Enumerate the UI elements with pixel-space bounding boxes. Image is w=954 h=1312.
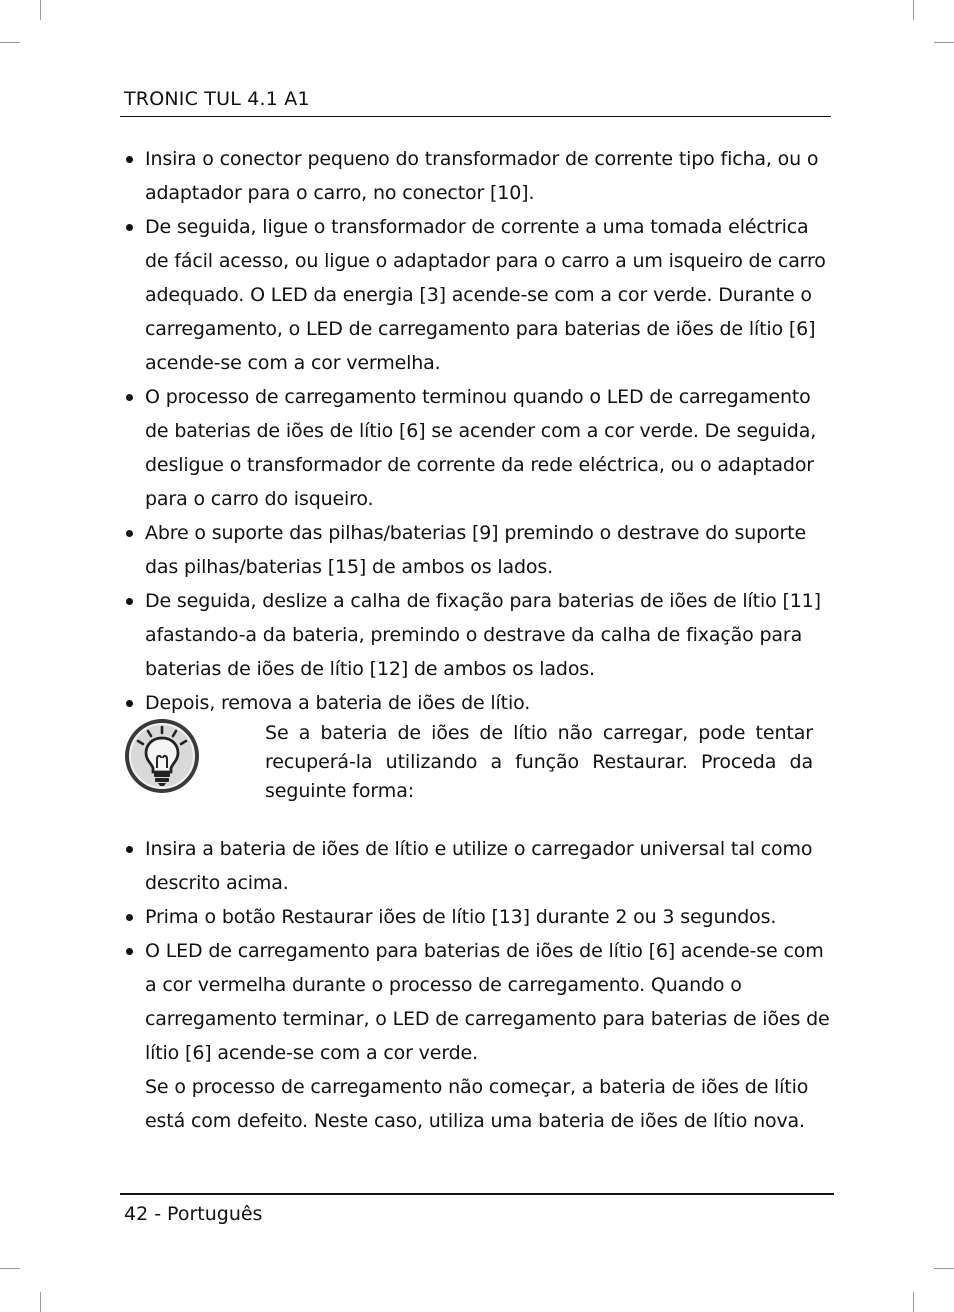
list-item: O processo de carregamento terminou quando o LED de carregamento de baterias de iões de lítio [6] se acender com a cor verde. De seguida, desligue o transformador de corrente da rede eléctrica, ou o adaptador para o carro do isqueiro. [124,380,834,516]
crop-mark [40,1292,41,1312]
list-item: Prima o botão Restaurar iões de lítio [13] durante 2 ou 3 segundos. [124,900,834,934]
page-content [124,142,834,1138]
header-title: TRONIC TUL 4.1 A1 [124,88,310,110]
tip-text: Se a bateria de iões de lítio não carregar, pode tentar recuperá-la utilizando a função Restaurar. Proceda da seguinte forma: [265,722,813,802]
footer-rule [120,1193,834,1195]
crop-mark [934,1268,954,1269]
crop-mark [0,42,20,43]
list-item: Abre o suporte das pilhas/baterias [9] premindo o destrave do suporte das pilhas/baterias [15] de ambos os lados. [124,516,834,584]
footer-language: Português [167,1203,263,1225]
note-text: Se o processo de carregamento não começar, a bateria de iões de lítio está com defeito. Neste caso, utiliza uma bateria de iões de lítio nova. [145,1076,809,1132]
list-item: De seguida, ligue o transformador de corrente a uma tomada eléctrica de fácil acesso, ou ligue o adaptador para o carro a um isqueiro de carro adequado. O LED da energia [3] acende-se com a cor verde. Durante o carregamento, o LED de carregamento para baterias de iões de lítio [6] acende-se com a cor vermelha. [124,210,834,380]
footer-separator: - [154,1203,162,1225]
instruction-list-bottom [124,832,834,1070]
list-item: Insira o conector pequeno do transformador de corrente tipo ficha, ou o adaptador para o carro, no conector [10]. [124,142,834,210]
footer [124,1203,262,1225]
tip-box [124,720,834,832]
crop-mark [934,42,954,43]
lightbulb-icon [124,718,200,794]
crop-mark [40,0,41,20]
list-item: Insira a bateria de iões de lítio e utilize o carregador universal tal como descrito acima. [124,832,834,900]
crop-mark [913,0,914,20]
list-item: O LED de carregamento para baterias de iões de lítio [6] acende-se com a cor vermelha durante o processo de carregamento. Quando o carregamento terminar, o LED de carregamento para baterias de iões de lítio [6] acende-se com a cor verde. [124,934,834,1070]
crop-mark [0,1268,20,1269]
list-item: Depois, remova a bateria de iões de lítio. [124,686,834,720]
page-number: 42 [124,1203,149,1225]
crop-mark [913,1292,914,1312]
list-item: De seguida, deslize a calha de fixação para baterias de iões de lítio [11] afastando-a da bateria, premindo o destrave da calha de fixação para baterias de iões de lítio [12] de ambos os lados. [124,584,834,686]
instruction-list-top [124,142,834,720]
header-rule [120,116,831,117]
